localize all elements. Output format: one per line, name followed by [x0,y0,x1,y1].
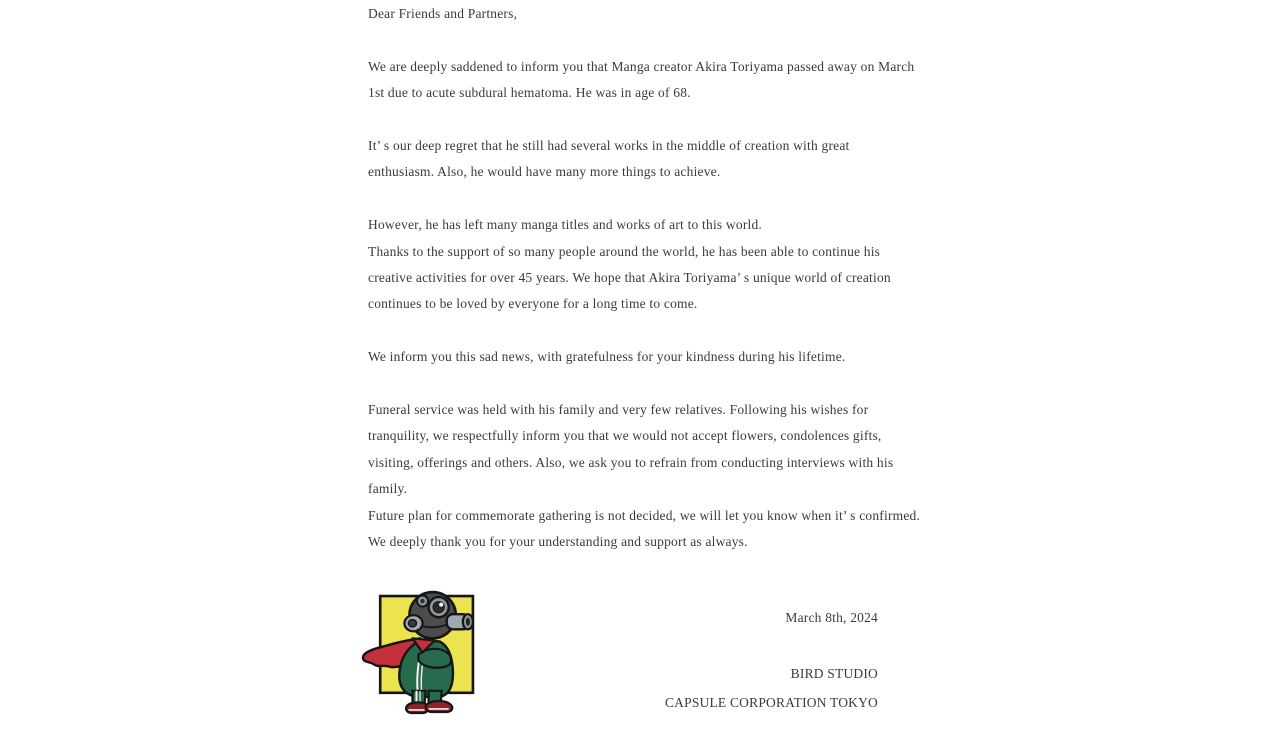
letter-line: visiting, offerings and others. Also, we ask you to refrain from conducting interviews with his [368,454,894,470]
letter-line: However, he has left many manga titles and works of art to this world. [368,217,762,233]
paragraph [368,212,891,318]
letter-line: We deeply thank you for your understanding and support as always. [368,534,748,550]
letter-line: Dear Friends and Partners, [368,6,518,21]
letter-line: creative activities for over 45 years. We hope that Akira Toriyama’ s unique world of creation [368,270,891,286]
paragraph [368,54,915,107]
paragraph-salutation [368,1,880,27]
letter-line: family. [368,481,408,497]
paragraph [368,397,921,555]
bird-studio-logo-illustration [360,590,476,716]
signature-bird-studio: BIRD STUDIO [790,666,878,681]
letter-line: tranquility, we respectfully inform you that we would not accept flowers, condolences gifts, [368,428,882,444]
signature-capsule-corporation-tokyo: CAPSULE CORPORATION TOKYO [664,695,878,710]
letter-line: 1st due to acute subdural hematoma. He was in age of 68. [368,85,691,101]
letter-body [368,1,921,555]
gas-mask-small-lens-pupil [420,599,424,603]
bird-studio-logo [360,590,476,716]
letter-line: It’ s our deep regret that he still had several works in the middle of creation with great [368,138,850,153]
letter-line: Future plan for commemorate gathering is not decided, we will let you know when it’ s confirmed. [368,507,921,523]
logo-front-shoe [426,701,452,712]
letter-line: enthusiasm. Also, he would have many more things to achieve. [368,164,721,180]
gas-mask-main-lens-inner [433,601,444,612]
letter-line: We inform you this sad news, with gratefulness for your kindness during his lifetime. [368,349,846,365]
letter-line: Funeral service was held with his family and very few relatives. Following his wishes for [368,402,869,418]
letter-date: March 8th, 2024 [785,610,878,625]
gas-mask-lens-highlight [439,603,443,607]
paragraph [368,344,880,370]
letter-line: continues to be loved by everyone for a long time to come. [368,296,698,312]
paragraph [368,133,880,186]
letter-line: Thanks to the support of so many people around the world, he has been able to continue his [368,243,881,259]
gas-mask-snout-opening [466,618,470,626]
letter-line: We are deeply saddened to inform you that Manga creator Akira Toriyama passed away on March [368,58,915,74]
gas-mask-side-pod-center [408,620,416,627]
